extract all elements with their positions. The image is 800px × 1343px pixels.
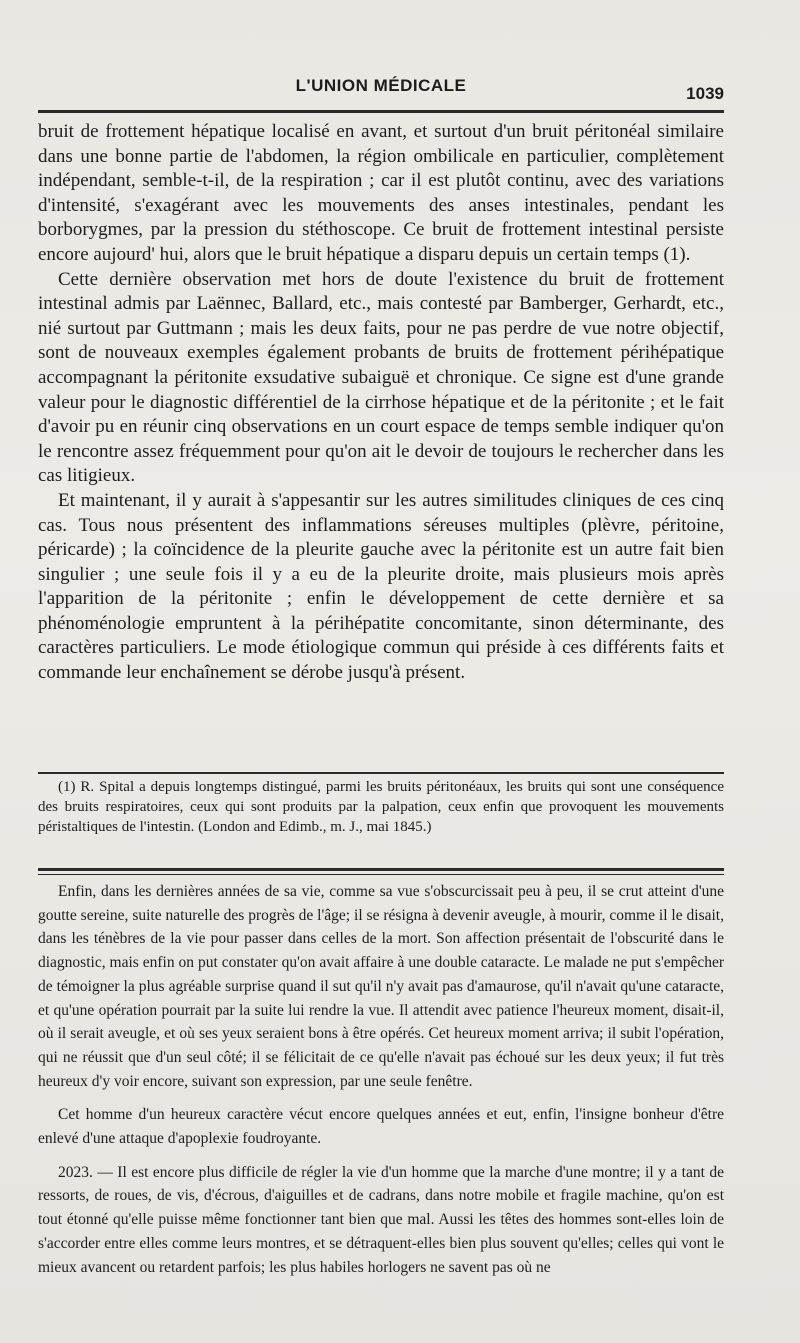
feuilleton-paragraph-1: Enfin, dans les dernières années de sa vie, comme sa vue s'obscurcissait peu à peu, il se crut atteint d'une goutte sereine, suite naturelle des progrès de l'âge; il se résigna à devenir aveugle, à mourir, comme il le disait, dans les ténèbres de la vie pour passer dans celles de la mort. Son affection présentait de l'obscurité dans le diagnostic, mais enfin on put constater qu'on avait affaire à une double cataracte. Le malade ne put s'empêcher de témoigner la plus agréable surprise quand il sut qu'il n'y avait pas d'amaurose, qu'il n'avait qu'une cataracte, et qu'une opération pourrait par la suite lui rendre la vue. Il attendit avec patience l'heureux moment, disait-il, où il serait aveugle, et où ses yeux seraient bons à être opérés. Cet heureux moment arriva; il subit l'opération, qui ne réussit que d'un seul côté; il se félicitait de ce qu'elle n'avait pas échoué sur les deux yeux; il fut très heureux d'y voir encore, suivant son expression, par une seule fenêtre. [38, 883, 724, 1090]
header-rule [38, 110, 724, 113]
main-text [38, 120, 724, 686]
paragraph-1: bruit de frottement hépatique localisé en avant, et surtout d'un bruit péritonéal similaire dans une bonne partie de l'abdomen, la région ombilicale en particulier, complètement indépendant, semble-t-il, de la respiration ; car il est plutôt continu, avec des variations d'intensité, s'exagérant avec les mouvements des anses intestinales, pendant les borborygmes, par la pression du stéthoscope. Ce bruit de frottement intestinal persiste encore aujourd' hui, alors que le bruit hépatique a disparu depuis un certain temps (1). [38, 121, 724, 265]
paragraph-3: Et maintenant, il y aurait à s'appesantir sur les autres similitudes cliniques de ces cinq cas. Tous nous présentent des inflammations séreuses multiples (plèvre, péritoine, péricarde) ; la coïncidence de la pleurite gauche avec la péritonite est un autre fait bien singulier ; une seule fois il y a eu de la pleurite droite, mais plusieurs mois après l'apparition de la péritonite ; enfin le développement de cette dernière et sa phénoménologie empruntent à la périhépatite concomitante, sinon déterminante, des caractères particuliers. Le mode étiologique commun qui préside à ces différents faits et commande leur enchaînement se dérobe jusqu'à présent. [38, 489, 724, 684]
feuilleton-text [38, 880, 724, 1279]
feuilleton-paragraph-3: 2023. — Il est encore plus difficile de régler la vie d'un homme que la marche d'une montre; il y a tant de ressorts, de roues, de vis, d'écrous, d'aiguilles et de cadrans, dans notre mobile et fragile machine, qu'on est tout étonné qu'elle puisse même fonctionner tant bien que mal. Aussi les têtes des hommes sont-elles loin de s'accorder entre elles comme leurs montres, et se détraquent-elles bien plus souvent qu'elles; celles qui vont le mieux avancent ou retardent parfois; les plus habiles horlogers ne savent pas où ne [38, 1163, 724, 1276]
section-divider-thick [38, 868, 724, 871]
paragraph-2: Cette dernière observation met hors de doute l'existence du bruit de frottement intestinal admis par Laënnec, Ballard, etc., mais contesté par Bamberger, Gerhardt, etc., nié surtout par Guttmann ; mais les deux faits, pour ne pas perdre de vue notre objectif, sont de nouveaux exemples également probants de bruits de frottement périhépatique accompagnant la péritonite exsudative subaiguë et chronique. Ce signe est d'une grande valeur pour le diagnostic différentiel de la cirrhose hépatique et de la péritonite ; et le fait d'avoir pu en réunir cinq observations en un court espace de temps semble indiquer qu'on le rencontre assez fréquemment pour qu'on ait le devoir de toujours le rechercher dans les cas litigieux. [38, 268, 724, 487]
page-header [38, 74, 724, 104]
feuilleton-paragraph-2: Cet homme d'un heureux caractère vécut encore quelques années et eut, enfin, l'insigne bonheur d'être enlevé d'une attaque d'apoplexie foudroyante. [38, 1106, 724, 1148]
section-divider-thin [38, 874, 724, 875]
footnote: (1) R. Spital a depuis longtemps distingué, parmi les bruits péritonéaux, les bruits qui sont une conséquence des bruits respiratoires, ceux qui sont produits par la palpation, ceux enfin que provoquent les mouvements péristaltiques de l'intestin. (London and Edimb., m. J., mai 1845.) [38, 779, 724, 835]
footnote-rule [38, 772, 724, 774]
running-title: L'UNION MÉDICALE [295, 76, 467, 95]
page-number: 1039 [686, 84, 724, 103]
